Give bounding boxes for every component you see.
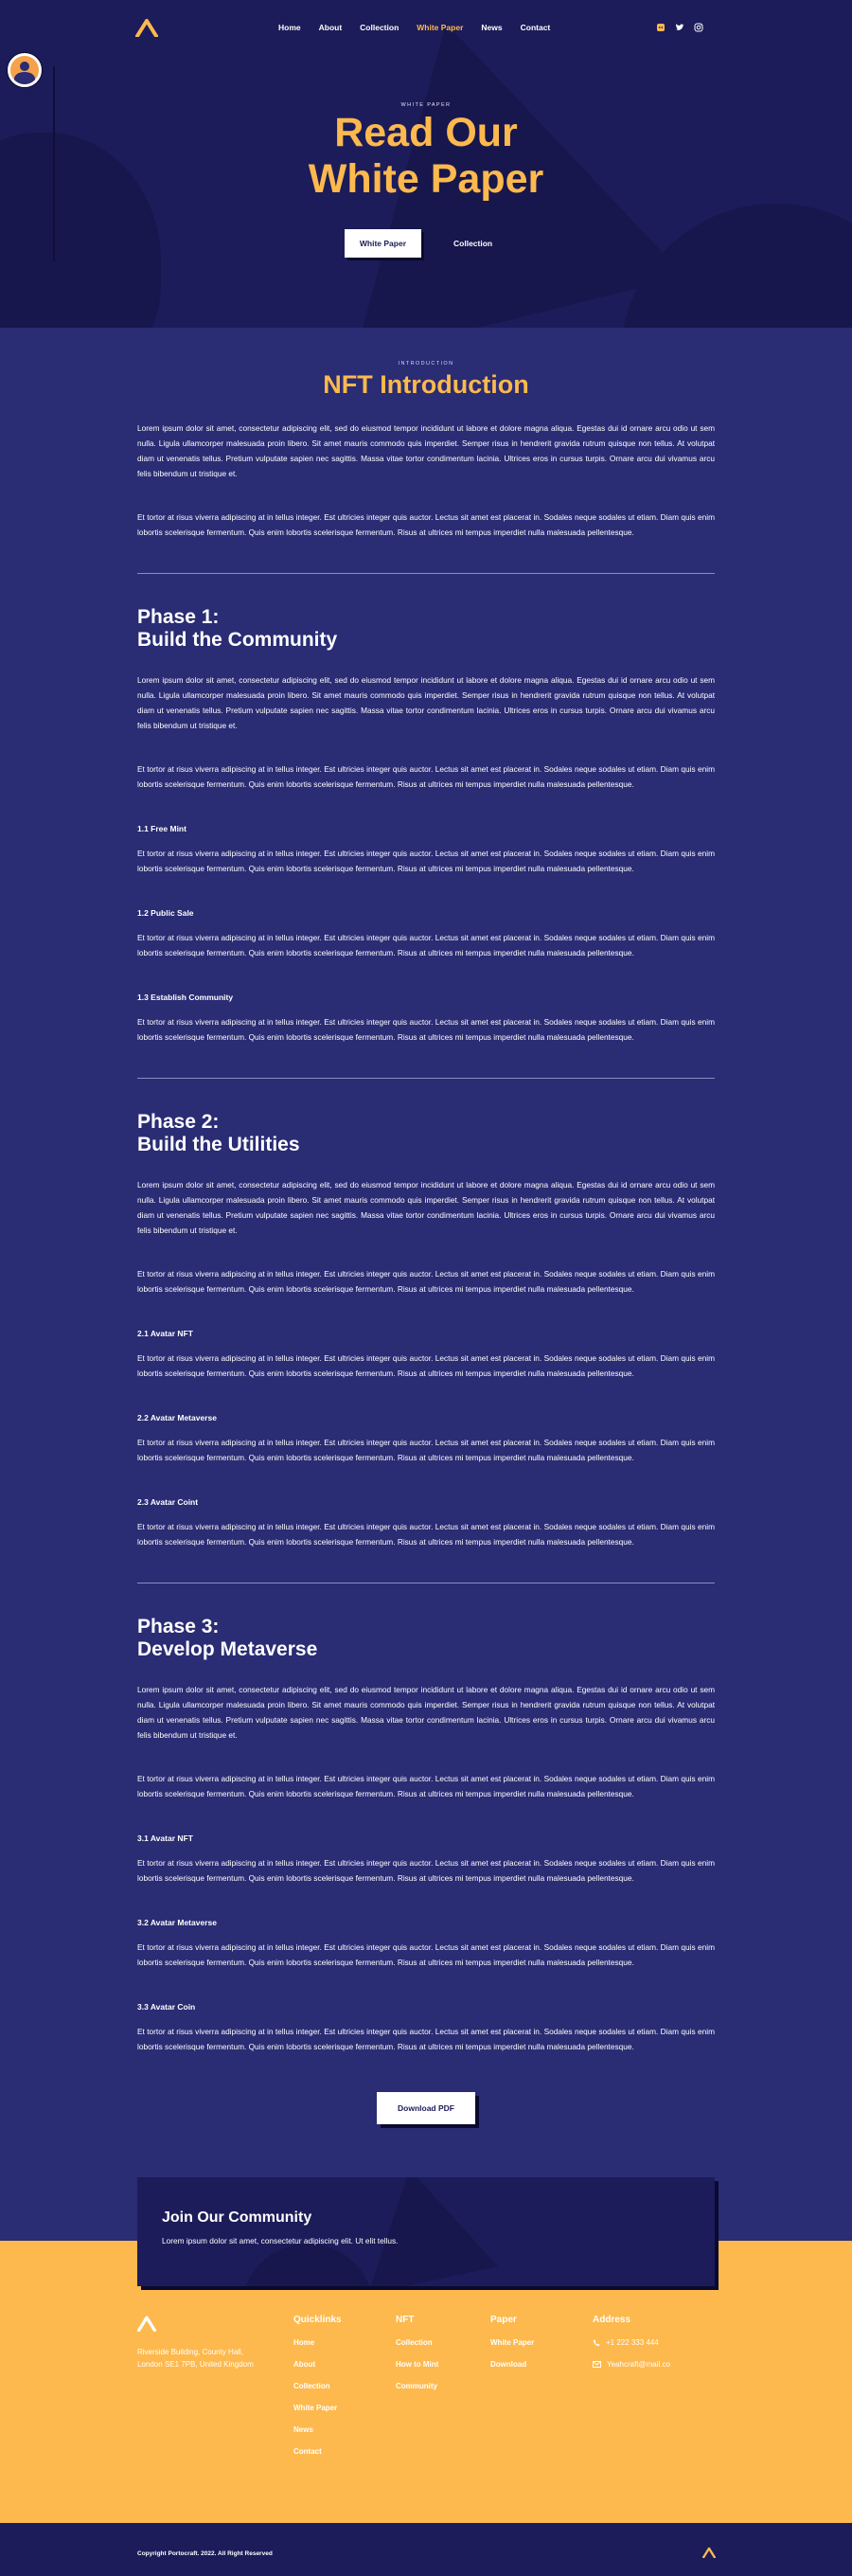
- footer-link-paper-white-paper[interactable]: White Paper: [490, 2338, 535, 2347]
- discord-icon[interactable]: [656, 23, 666, 32]
- phase-1-sub-1-text: Et tortor at risus viverra adipiscing at in tellus integer. Est ultricies integer quis auctor. Lectus sit amet est placerat in. Sodales neque sodales ut etiam. Diam quis enim lobortis scelerisque fermentum. Quis enim lobortis scelerisque fermentum. Risus at ultrices mi tempus imperdiet nulla malesuada pellentesque.: [137, 849, 715, 873]
- brand-logo-icon[interactable]: [135, 18, 158, 37]
- quicklinks-title: Quicklinks: [293, 2315, 342, 2325]
- hero-kicker: WHITE PAPER: [400, 102, 452, 108]
- join-community-banner: [137, 2177, 715, 2286]
- phase-1-title-line1: Phase 1:: [137, 606, 220, 628]
- phase-2-sub-3-text: Et tortor at risus viverra adipiscing at in tellus integer. Est ultricies integer quis auctor. Lectus sit amet est placerat in. Sodales neque sodales ut etiam. Diam quis enim lobortis scelerisque fermentum. Quis enim lobortis scelerisque fermentum. Risus at ultrices mi tempus imperdiet nulla malesuada pellentesque.: [137, 1522, 715, 1547]
- footer-brand: [137, 2315, 254, 2370]
- footer-link-collection[interactable]: Collection: [293, 2382, 330, 2390]
- nav-home[interactable]: Home: [278, 23, 301, 32]
- phase-3-sub-2-title: 3.2 Avatar Metaverse: [137, 1918, 217, 1927]
- paper-title: Paper: [490, 2315, 517, 2325]
- section-divider: [137, 1078, 715, 1079]
- phase-1-section: [137, 606, 715, 1045]
- white-paper-button[interactable]: White Paper: [345, 229, 421, 258]
- phase-3-sub-1-text: Et tortor at risus viverra adipiscing at in tellus integer. Est ultricies integer quis auctor. Lectus sit amet est placerat in. Sodales neque sodales ut etiam. Diam quis enim lobortis scelerisque fermentum. Quis enim lobortis scelerisque fermentum. Risus at ultrices mi tempus imperdiet nulla malesuada pellentesque.: [137, 1858, 715, 1883]
- phase-3-sub-2-text: Et tortor at risus viverra adipiscing at in tellus integer. Est ultricies integer quis auctor. Lectus sit amet est placerat in. Sodales neque sodales ut etiam. Diam quis enim lobortis scelerisque fermentum. Quis enim lobortis scelerisque fermentum. Risus at ultrices mi tempus imperdiet nulla malesuada pellentesque.: [137, 1942, 715, 1967]
- phase-2-title-line2: Build the Utilities: [137, 1134, 300, 1155]
- main-menu: [278, 23, 550, 32]
- bottom-logo-icon[interactable]: [702, 2547, 716, 2558]
- white-paper-content: [0, 328, 852, 2124]
- phase-3-paragraph-2: Et tortor at risus viverra adipiscing at in tellus integer. Est ultricies integer quis auctor. Lectus sit amet est placerat in. Sodales neque sodales ut etiam. Diam quis enim lobortis scelerisque fermentum. Quis enim lobortis scelerisque fermentum. Risus at ultrices mi tempus imperdiet nulla malesuada pellentesque.: [137, 1774, 715, 1798]
- phase-1-sub-2-text: Et tortor at risus viverra adipiscing at in tellus integer. Est ultricies integer quis auctor. Lectus sit amet est placerat in. Sodales neque sodales ut etiam. Diam quis enim lobortis scelerisque fermentum. Quis enim lobortis scelerisque fermentum. Risus at ultrices mi tempus imperdiet nulla malesuada pellentesque.: [137, 933, 715, 957]
- collection-button[interactable]: Collection: [453, 239, 493, 248]
- community-bg-triangle: [345, 2177, 498, 2286]
- address-title: Address: [593, 2315, 631, 2325]
- phase-1-sub-1-title: 1.1 Free Mint: [137, 824, 186, 833]
- phase-2-sub-1-title: 2.1 Avatar NFT: [137, 1329, 193, 1338]
- footer-address-line2: London SE1 7PB, United Kingdom: [137, 2360, 254, 2369]
- footer-quicklinks: [293, 2315, 342, 2469]
- intro-paragraph-1: Lorem ipsum dolor sit amet, consectetur adipiscing elit, sed do eiusmod tempor incididunt ut labore et dolore magna aliqua. Egestas dui id ornare arcu odio ut sem nulla. Ligula ullamcorper malesuada proin libero. Sit amet mauris commodo quis imperdiet. Semper risus in hendrerit gravida rutrum quisque non tellus. At volutpat diam ut venenatis tellus. Pretium vulputate sapien nec sagittis. Massa vitae tortor condimentum lacinia. Ultrices eros in cursus turpis. Ornare arcu dui vivamus arcu felis bibendum ut tristique et.: [137, 423, 715, 478]
- nav-collection[interactable]: Collection: [360, 23, 399, 32]
- footer-nft: [396, 2315, 438, 2404]
- hero-buttons: [0, 229, 852, 258]
- phase-2-title: [137, 1111, 715, 1156]
- download-area: [137, 2092, 715, 2124]
- social-links: [656, 23, 703, 32]
- hero-section: [0, 0, 852, 328]
- top-nav: [0, 0, 852, 57]
- phase-1-sub-3-text: Et tortor at risus viverra adipiscing at in tellus integer. Est ultricies integer quis auctor. Lectus sit amet est placerat in. Sodales neque sodales ut etiam. Diam quis enim lobortis scelerisque fermentum. Quis enim lobortis scelerisque fermentum. Risus at ultrices mi tempus imperdiet nulla malesuada pellentesque.: [137, 1017, 715, 1042]
- avatar[interactable]: [8, 53, 42, 87]
- footer-link-nft-collection[interactable]: Collection: [396, 2338, 433, 2347]
- footer-address: [593, 2315, 670, 2382]
- instagram-icon[interactable]: [694, 23, 703, 32]
- phase-3-title-line1: Phase 3:: [137, 1616, 220, 1637]
- footer: [0, 2241, 852, 2576]
- download-pdf-button[interactable]: Download PDF: [377, 2092, 475, 2124]
- email-address[interactable]: Yeahcraft@mail.co: [607, 2360, 670, 2369]
- phase-2-sub-2-title: 2.2 Avatar Metaverse: [137, 1413, 217, 1422]
- footer-paper: [490, 2315, 534, 2382]
- footer-link-white-paper[interactable]: White Paper: [293, 2404, 338, 2412]
- phase-3-paragraph-1: Lorem ipsum dolor sit amet, consectetur adipiscing elit, sed do eiusmod tempor incididunt ut labore et dolore magna aliqua. Egestas dui id ornare arcu odio ut sem nulla. Ligula ullamcorper malesuada proin libero. Sit amet mauris commodo quis imperdiet. Semper risus in hendrerit gravida rutrum quisque non tellus. At volutpat diam ut venenatis tellus. Pretium vulputate sapien nec sagittis. Massa vitae tortor condimentum lacinia. Ultrices eros in cursus turpis. Ornare arcu dui vivamus arcu felis bibendum ut tristique et.: [137, 1685, 715, 1740]
- nav-about[interactable]: About: [318, 23, 343, 32]
- phase-2-section: [137, 1111, 715, 1549]
- phase-1-title-line2: Build the Community: [137, 629, 338, 651]
- phase-3-sub-3-text: Et tortor at risus viverra adipiscing at in tellus integer. Est ultricies integer quis auctor. Lectus sit amet est placerat in. Sodales neque sodales ut etiam. Diam quis enim lobortis scelerisque fermentum. Quis enim lobortis scelerisque fermentum. Risus at ultrices mi tempus imperdiet nulla malesuada pellentesque.: [137, 2027, 715, 2051]
- phase-2-sub-2-text: Et tortor at risus viverra adipiscing at in tellus integer. Est ultricies integer quis auctor. Lectus sit amet est placerat in. Sodales neque sodales ut etiam. Diam quis enim lobortis scelerisque fermentum. Quis enim lobortis scelerisque fermentum. Risus at ultrices mi tempus imperdiet nulla malesuada pellentesque.: [137, 1438, 715, 1462]
- footer-link-home[interactable]: Home: [293, 2338, 315, 2347]
- hero-title: [0, 110, 852, 203]
- footer-address-line1: Riverside Building, County Hall,: [137, 2348, 244, 2356]
- nav-contact[interactable]: Contact: [520, 23, 551, 32]
- nft-title: NFT: [396, 2315, 415, 2325]
- nav-white-paper[interactable]: White Paper: [417, 23, 464, 32]
- twitter-icon[interactable]: [675, 23, 684, 32]
- footer-logo-icon[interactable]: [137, 2315, 156, 2332]
- phase-2-sub-1-text: Et tortor at risus viverra adipiscing at in tellus integer. Est ultricies integer quis auctor. Lectus sit amet est placerat in. Sodales neque sodales ut etiam. Diam quis enim lobortis scelerisque fermentum. Quis enim lobortis scelerisque fermentum. Risus at ultrices mi tempus imperdiet nulla malesuada pellentesque.: [137, 1353, 715, 1378]
- phase-3-sub-1-title: 3.1 Avatar NFT: [137, 1834, 193, 1843]
- nav-news[interactable]: News: [481, 23, 503, 32]
- community-title: Join Our Community: [162, 2209, 312, 2226]
- phone-icon: [593, 2339, 600, 2347]
- hero-title-line1: Read Our: [334, 110, 518, 155]
- phase-1-paragraph-2: Et tortor at risus viverra adipiscing at in tellus integer. Est ultricies integer quis auctor. Lectus sit amet est placerat in. Sodales neque sodales ut etiam. Diam quis enim lobortis scelerisque fermentum. Quis enim lobortis scelerisque fermentum. Risus at ultrices mi tempus imperdiet nulla malesuada pellentesque.: [137, 764, 715, 789]
- phase-1-sub-2-title: 1.2 Public Sale: [137, 908, 194, 918]
- footer-link-download[interactable]: Download: [490, 2360, 527, 2369]
- section-divider: [137, 573, 715, 574]
- intro-kicker: INTRODUCTION: [398, 361, 454, 367]
- copyright-text: Copyright Portocraft. 2022. All Right Reserved: [137, 2550, 273, 2557]
- footer-bottom-bar: [0, 2523, 852, 2576]
- footer-link-contact[interactable]: Contact: [293, 2447, 322, 2456]
- community-text: Lorem ipsum dolor sit amet, consectetur adipiscing elit. Ut elit tellus.: [162, 2236, 399, 2245]
- footer-link-how-to-mint[interactable]: How to Mint: [396, 2360, 439, 2369]
- phase-1-title: [137, 606, 715, 652]
- avatar-body: [14, 72, 35, 85]
- community-bg-circle: [241, 2244, 374, 2286]
- footer-link-about[interactable]: About: [293, 2360, 316, 2369]
- phone-line: [593, 2338, 670, 2347]
- footer-link-community[interactable]: Community: [396, 2382, 437, 2390]
- email-line: [593, 2360, 670, 2369]
- phase-1-paragraph-1: Lorem ipsum dolor sit amet, consectetur adipiscing elit, sed do eiusmod tempor incididunt ut labore et dolore magna aliqua. Egestas dui id ornare arcu odio ut sem nulla. Ligula ullamcorper malesuada proin libero. Sit amet mauris commodo quis imperdiet. Semper risus in hendrerit gravida rutrum quisque non tellus. At volutpat diam ut venenatis tellus. Pretium vulputate sapien nec sagittis. Massa vitae tortor condimentum lacinia. Ultrices eros in cursus turpis. Ornare arcu dui vivamus arcu felis bibendum ut tristique et.: [137, 675, 715, 730]
- hero-title-line2: White Paper: [308, 156, 544, 202]
- footer-link-news[interactable]: News: [293, 2425, 313, 2434]
- avatar-head: [20, 62, 29, 71]
- phase-3-sub-3-title: 3.3 Avatar Coin: [137, 2002, 196, 2012]
- phase-3-section: [137, 1616, 715, 2054]
- phase-3-title-line2: Develop Metaverse: [137, 1638, 318, 1660]
- intro-paragraph-2: Et tortor at risus viverra adipiscing at in tellus integer. Est ultricies integer quis auctor. Lectus sit amet est placerat in. Sodales neque sodales ut etiam. Diam quis enim lobortis scelerisque fermentum. Quis enim lobortis scelerisque fermentum. Risus at ultrices mi tempus imperdiet nulla malesuada pellentesque.: [137, 512, 715, 537]
- phase-2-paragraph-1: Lorem ipsum dolor sit amet, consectetur adipiscing elit, sed do eiusmod tempor incididunt ut labore et dolore magna aliqua. Egestas dui id ornare arcu odio ut sem nulla. Ligula ullamcorper malesuada proin libero. Sit amet mauris commodo quis imperdiet. Semper risus in hendrerit gravida rutrum quisque non tellus. At volutpat diam ut venenatis tellus. Pretium vulputate sapien nec sagittis. Massa vitae tortor condimentum lacinia. Ultrices eros in cursus turpis. Ornare arcu dui vivamus arcu felis bibendum ut tristique et.: [137, 1180, 715, 1235]
- phase-2-sub-3-title: 2.3 Avatar Coint: [137, 1497, 199, 1507]
- phone-number[interactable]: +1 222 333 444: [606, 2338, 659, 2347]
- intro-title: NFT Introduction: [323, 370, 529, 399]
- email-icon: [593, 2361, 601, 2368]
- phase-2-paragraph-2: Et tortor at risus viverra adipiscing at in tellus integer. Est ultricies integer quis auctor. Lectus sit amet est placerat in. Sodales neque sodales ut etiam. Diam quis enim lobortis scelerisque fermentum. Quis enim lobortis scelerisque fermentum. Risus at ultrices mi tempus imperdiet nulla malesuada pellentesque.: [137, 1269, 715, 1294]
- phase-3-title: [137, 1616, 715, 1661]
- phase-2-title-line1: Phase 2:: [137, 1111, 220, 1133]
- phase-1-sub-3-title: 1.3 Establish Community: [137, 993, 234, 1002]
